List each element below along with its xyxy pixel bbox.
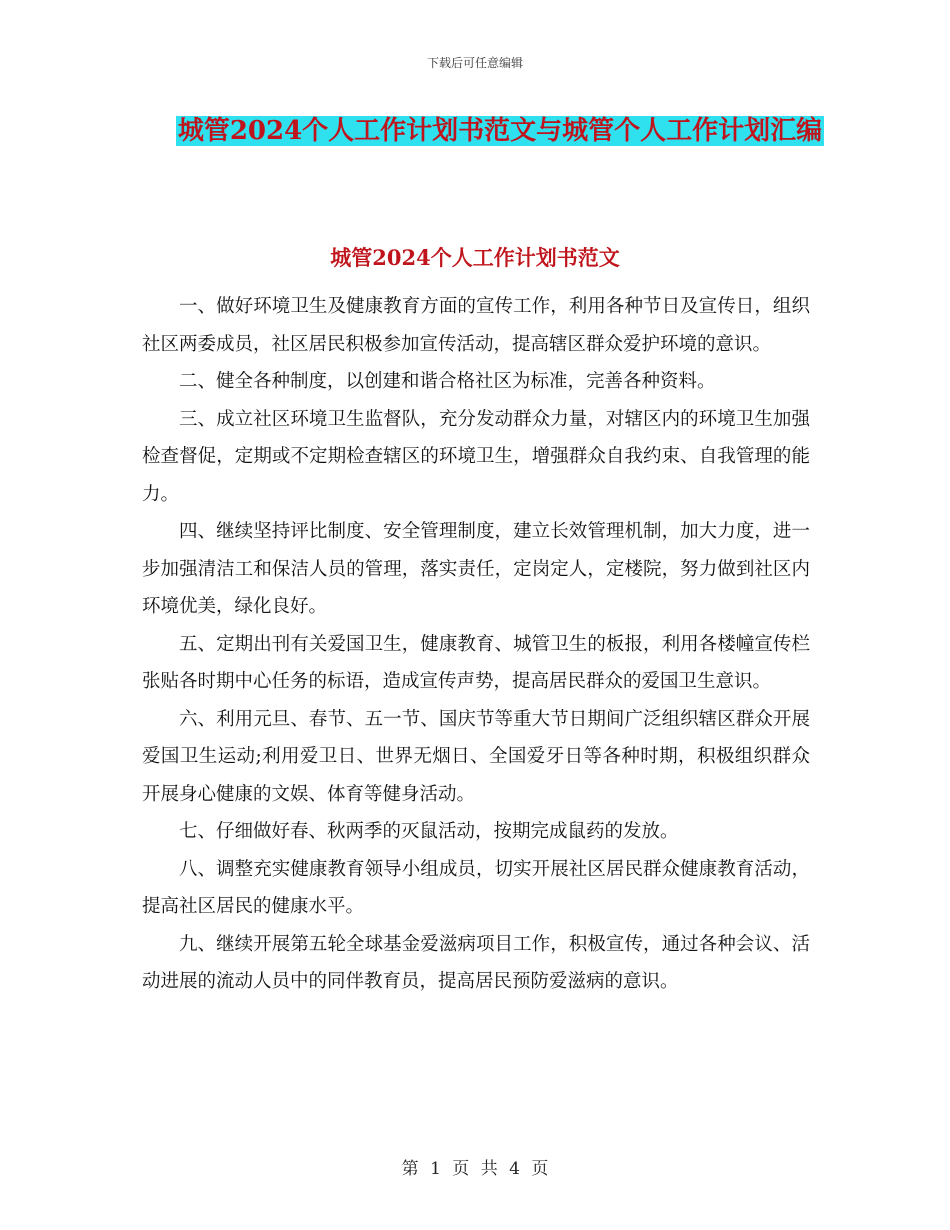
paragraph-6: 六、利用元旦、春节、五一节、国庆节等重大节日期间广泛组织辖区群众开展爱国卫生运动;利用爱卫日、世界无烟日、全国爱牙日等各种时期，积极组织群众开展身心健康的文娱、体育等健身活动。: [142, 708, 810, 805]
paragraph-3: 三、成立社区环境卫生监督队，充分发动群众力量，对辖区内的环境卫生加强检查督促，定期或不定期检查辖区的环境卫生，增强群众自我约束、自我管理的能力。: [142, 408, 810, 505]
paragraph-7: 七、仔细做好春、秋两季的灭鼠活动，按期完成鼠药的发放。: [179, 821, 679, 842]
document-body: [142, 288, 810, 1001]
paragraph-2: 二、健全各种制度，以创建和谐合格社区为标准，完善各种资料。: [179, 371, 716, 392]
paragraph-4: 四、继续坚持评比制度、安全管理制度，建立长效管理机制，加大力度，进一步加强清洁工和保洁人员的管理，落实责任，定岗定人，定楼院，努力做到社区内环境优美，绿化良好。: [142, 521, 810, 617]
document-title-highlight: 城管2024个人工作计划书范文与城管个人工作计划汇编: [177, 116, 823, 146]
paragraph-5: 五、定期出刊有关爱国卫生，健康教育、城管卫生的板报，利用各楼幢宣传栏张贴各时期中心任务的标语，造成宣传声势，提高居民群众的爱国卫生意识。: [142, 633, 810, 692]
document-title: [140, 108, 860, 154]
paragraph-1: 一、做好环境卫生及健康教育方面的宣传工作，利用各种节日及宣传日，组织社区两委成员，社区居民积极参加宣传活动，提高辖区群众爱护环境的意识。: [142, 296, 810, 355]
section-title: 城管2024个人工作计划书范文: [330, 245, 620, 270]
paragraph-8: 八、调整充实健康教育领导小组成员，切实开展社区居民群众健康教育活动，提高社区居民的健康水平。: [142, 858, 810, 917]
paragraph-9: 九、继续开展第五轮全球基金爱滋病项目工作，积极宣传，通过各种会议、活动进展的流动人员中的同伴教育员，提高居民预防爱滋病的意识。: [142, 933, 810, 992]
page-number-footer: 第 1 页 共 4 页: [401, 1159, 549, 1179]
page-header-note: 下载后可任意编辑: [426, 56, 523, 70]
